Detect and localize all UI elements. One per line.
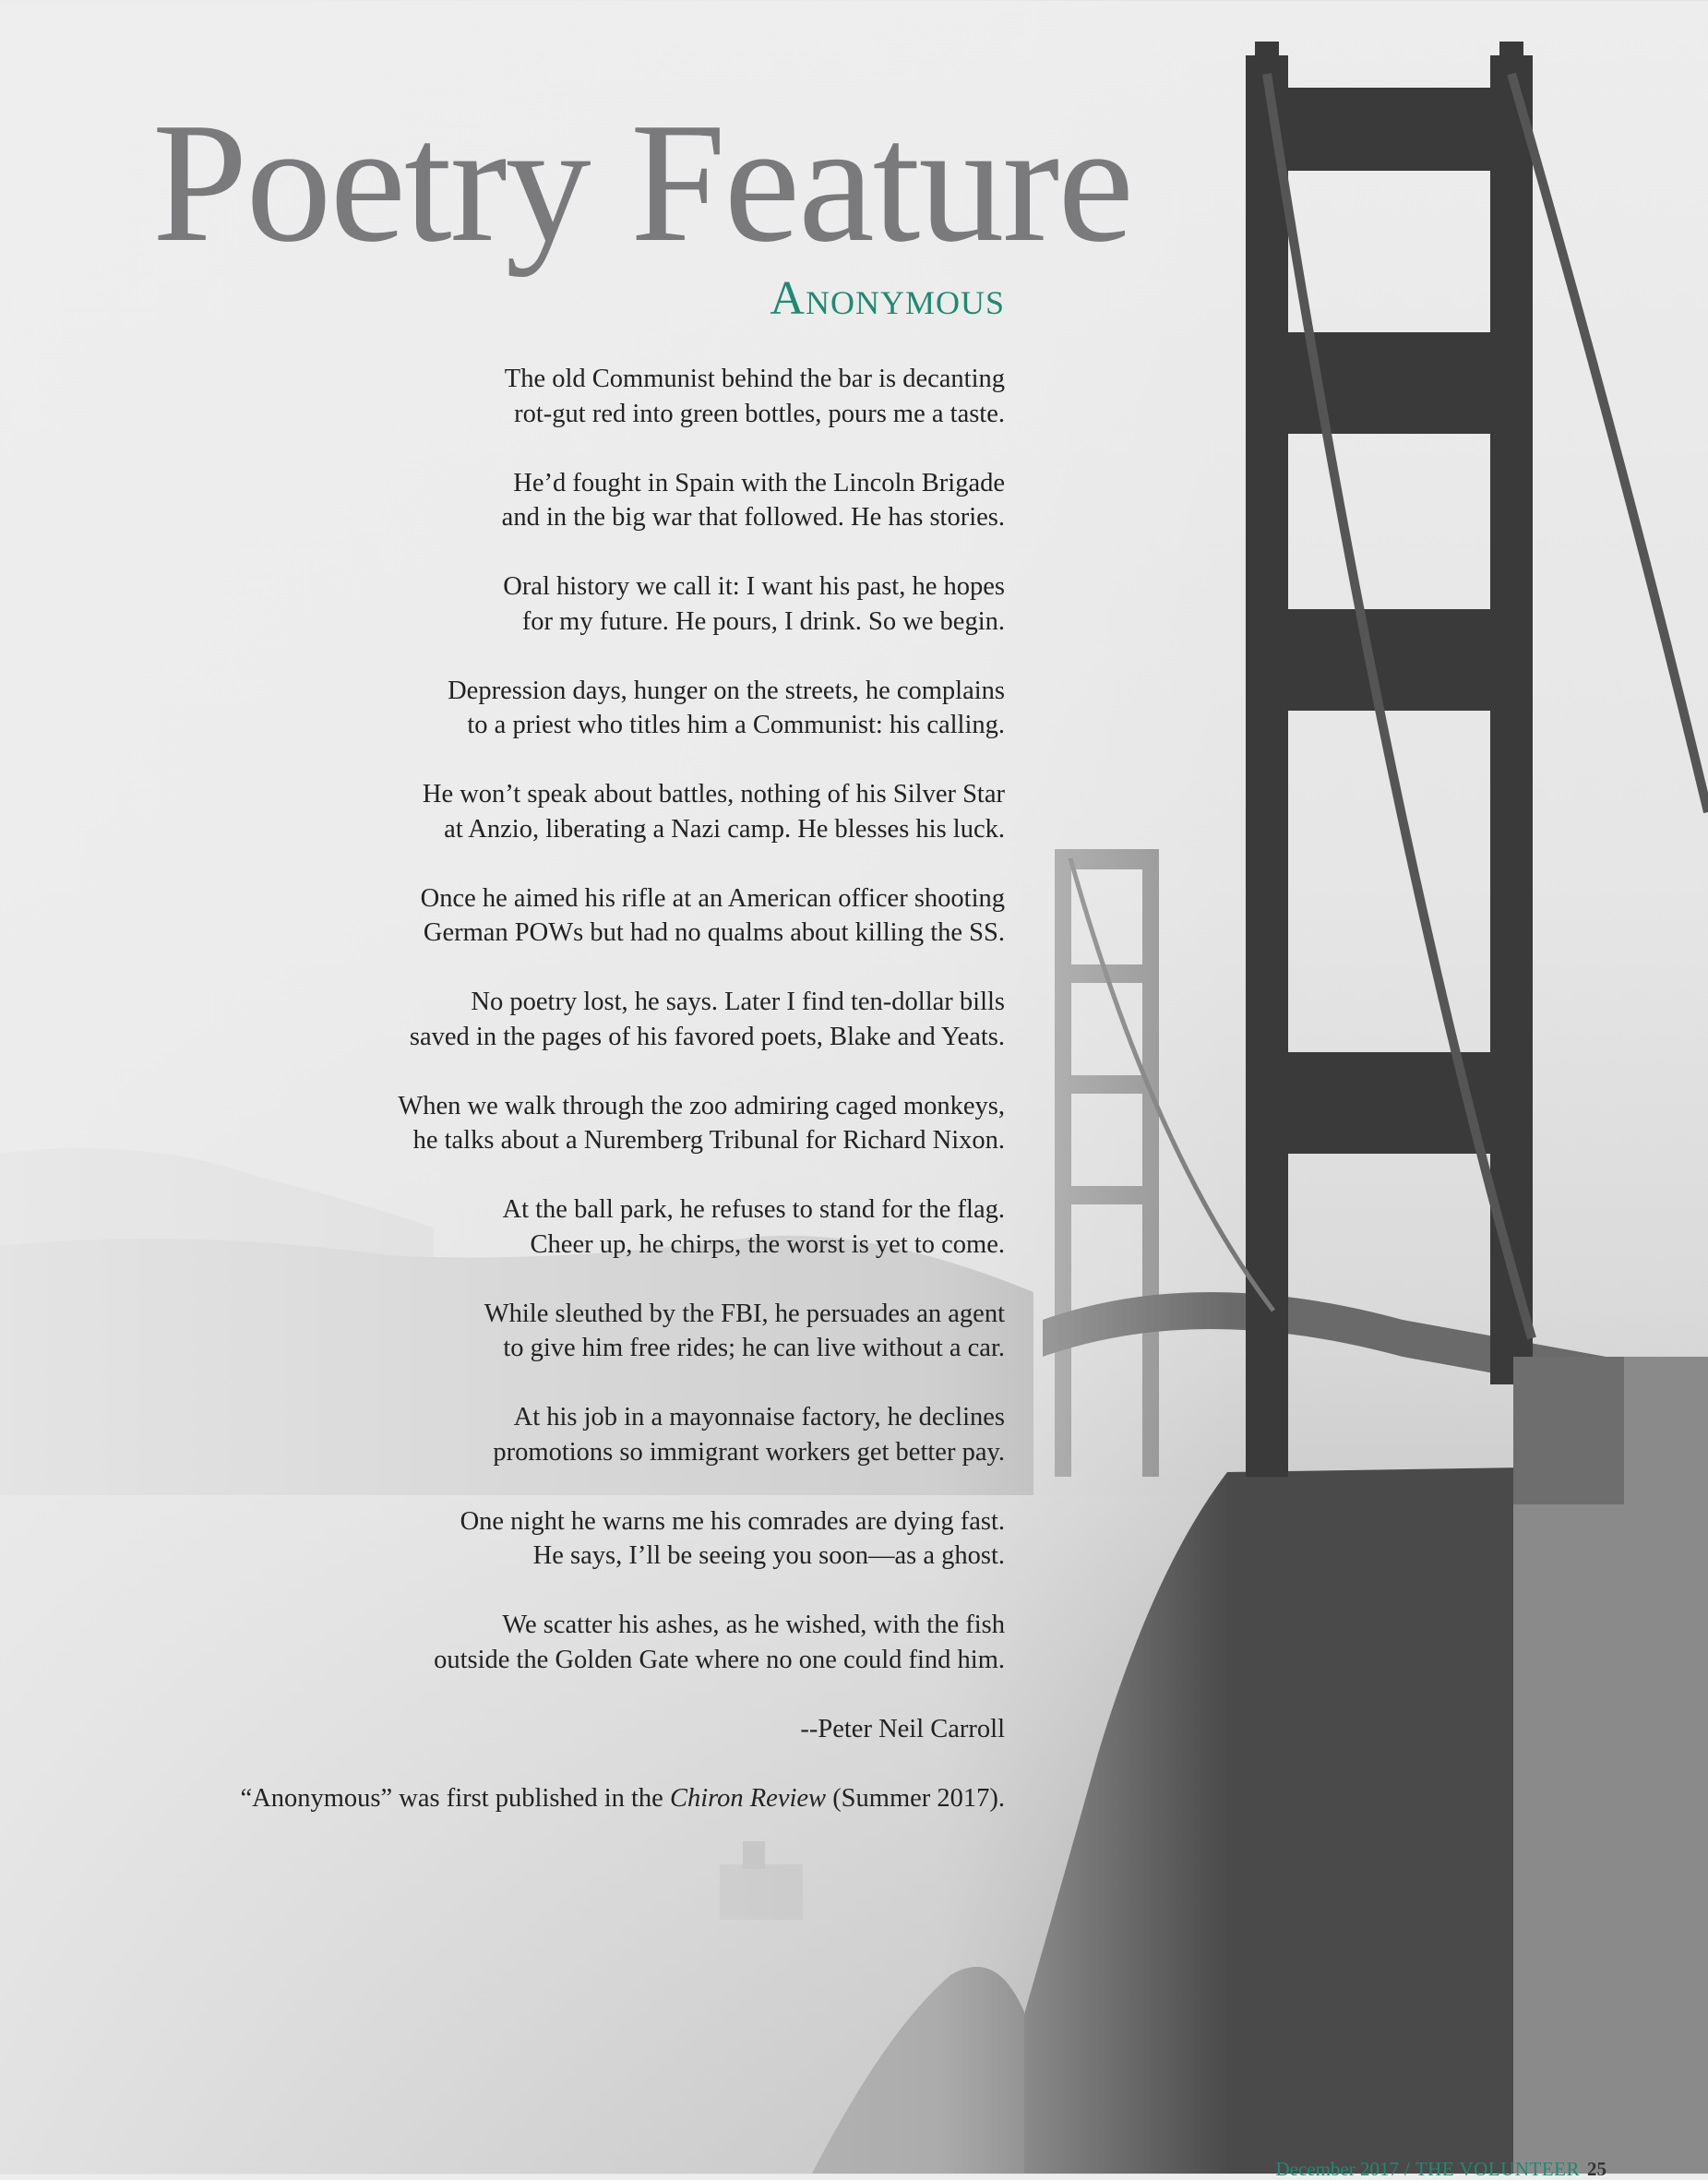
poem-line: One night he warns me his comrades are dying fast. [460,1506,1005,1536]
stanza [82,466,1005,535]
stanza [82,1192,1005,1262]
credit-journal-name: Chiron Review [669,1783,827,1813]
poem-line: at Anzio, liberating a Nazi camp. He blesses his luck. [444,814,1005,844]
poem-title: Anonymous [770,272,1005,325]
stanza [82,1608,1005,1677]
stanza [82,881,1005,951]
stanza [82,1089,1005,1158]
page-number: 25 [1587,2158,1606,2180]
credit-text-before: “Anonymous” was first published in the [240,1783,670,1813]
poem-line: At his job in a mayonnaise factory, he declines [513,1403,1005,1431]
poem-line: Cheer up, he chirps, the worst is yet to come. [530,1229,1005,1259]
poem-line: saved in the pages of his favored poets, Blake and Yeats. [409,1022,1005,1051]
poem-body [82,362,1005,1815]
footer-magazine-name: THE VOLUNTEER [1415,2158,1580,2180]
stanza [82,362,1005,431]
publication-credit [82,1781,1005,1816]
stanza [82,674,1005,743]
poem-line: Oral history we call it: I want his past, he hopes [503,572,1005,601]
poem-line: We scatter his ashes, as he wished, with the fish [502,1611,1005,1639]
poem-line: and in the big war that followed. He has stories. [501,503,1005,532]
footer-date: December 2017 [1275,2158,1399,2180]
stanza [82,1400,1005,1469]
poem-line: to give him free rides; he can live without a car. [503,1334,1005,1362]
stanza [82,985,1005,1054]
stanza [82,1504,1005,1574]
poem-line: While sleuthed by the FBI, he persuades an agent [484,1299,1005,1328]
poem-line: rot-gut red into green bottles, pours me a taste. [514,399,1005,428]
footer-separator: / [1403,2158,1410,2180]
poem-line: No poetry lost, he says. Later I find ten-dollar bills [471,988,1005,1016]
page-title: Poetry Feature [152,88,1132,278]
poem-line: The old Communist behind the bar is decanting [504,365,1005,393]
poem-line: When we walk through the zoo admiring caged monkeys, [398,1091,1005,1120]
poem-line: outside the Golden Gate where no one could find him. [434,1645,1005,1674]
poem-line: At the ball park, he refuses to stand for the flag. [502,1195,1005,1224]
stanza [82,777,1005,846]
poem-author-signature: --Peter Neil Carroll [800,1714,1005,1743]
page-footer [1275,2160,1606,2179]
poem-line: German POWs but had no qualms about killing the SS. [423,918,1005,947]
poem-line: he talks about a Nuremberg Tribunal for Richard Nixon. [412,1126,1005,1155]
poem-line: for my future. He pours, I drink. So we begin. [521,606,1005,636]
poem-line: promotions so immigrant workers get better pay. [493,1437,1005,1467]
poem-line: He won’t speak about battles, nothing of his Silver Star [422,780,1005,809]
poem-line: Depression days, hunger on the streets, he complains [448,676,1005,705]
poem-line: He says, I’ll be seeing you soon—as a ghost. [532,1541,1005,1570]
poem-line: He’d fought in Spain with the Lincoln Brigade [513,468,1005,497]
credit-text-after: (Summer 2017). [826,1783,1005,1813]
stanza [82,569,1005,639]
stanza [82,1297,1005,1366]
poem-line: Once he aimed his rifle at an American officer shooting [420,883,1005,913]
poem-line: to a priest who titles him a Communist: his calling. [467,711,1005,739]
